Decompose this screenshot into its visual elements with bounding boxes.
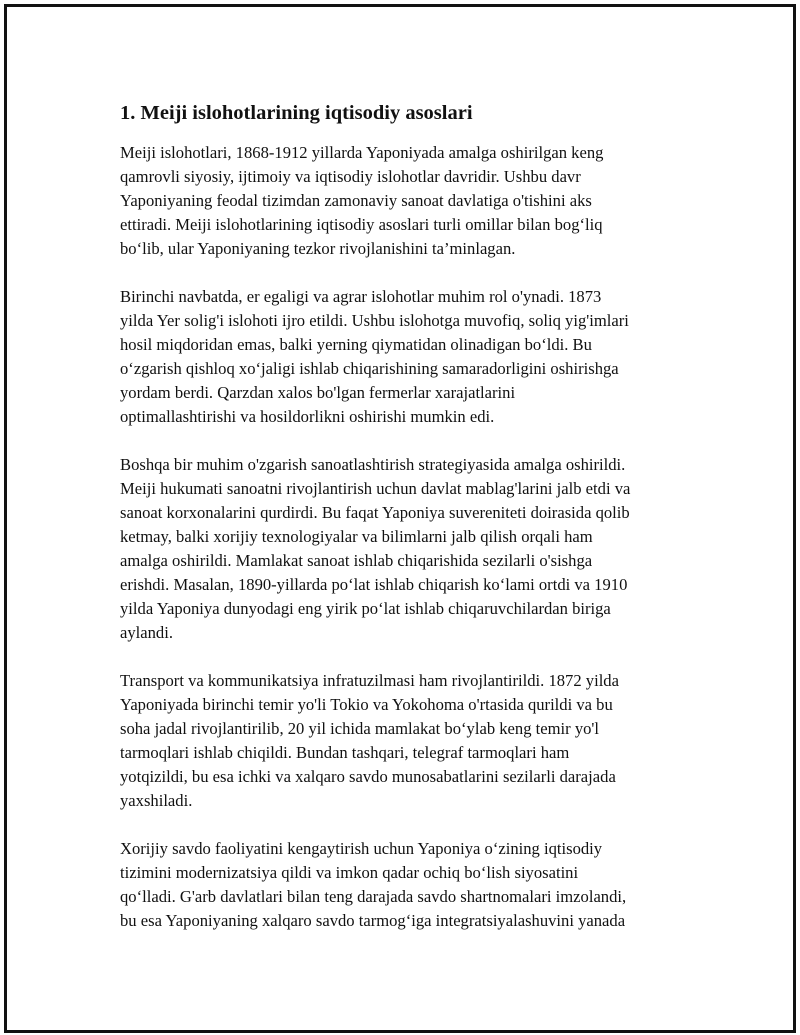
text-line: hosil miqdoridan emas, balki yerning qiymatidan olinadigan bo‘ldi. Bu: [120, 335, 592, 354]
text-line: tizimini modernizatsiya qildi va imkon qadar ochiq bo‘lish siyosatini: [120, 863, 579, 882]
paragraph-list: [120, 141, 695, 933]
text-line: bo‘lib, ular Yaponiyaning tezkor rivojlanishini ta’minlagan.: [120, 239, 516, 258]
text-line: sanoat korxonalarini qurdirdi. Bu faqat Yaponiya suvereniteti doirasida qolib: [120, 503, 630, 522]
text-line: qamrovli siyosiy, ijtimoiy va iqtisodiy islohotlar davridir. Ushbu davr: [120, 167, 581, 186]
text-line: Meiji islohotlari, 1868-1912 yillarda Yaponiyada amalga oshirilgan keng: [120, 143, 604, 162]
paragraph: [120, 669, 695, 813]
text-line: qo‘lladi. G'arb davlatlari bilan teng darajada savdo shartnomalari imzolandi,: [120, 887, 627, 906]
paragraph: [120, 453, 695, 645]
text-line: Yaponiyaning feodal tizimdan zamonaviy sanoat davlatiga o'tishini aks: [120, 191, 592, 210]
text-line: soha jadal rivojlantirilib, 20 yil ichida mamlakat bo‘ylab keng temir yo'l: [120, 719, 600, 738]
text-line: yotqizildi, bu esa ichki va xalqaro savdo munosabatlarini sezilarli darajada: [120, 767, 616, 786]
text-line: yilda Yer solig'i islohoti ijro etildi. Ushbu islohotga muvofiq, soliq yig'imlari: [120, 311, 629, 330]
text-line: ettiradi. Meiji islohotlarining iqtisodiy asoslari turli omillar bilan bog‘liq: [120, 215, 603, 234]
text-line: o‘zgarish qishloq xo‘jaligi ishlab chiqarishining samaradorligini oshirishga: [120, 359, 619, 378]
text-line: amalga oshirildi. Mamlakat sanoat ishlab chiqarishida sezilarli o'sishga: [120, 551, 593, 570]
text-line: Birinchi navbatda, er egaligi va agrar islohotlar muhim rol o'ynadi. 1873: [120, 287, 602, 306]
text-line: erishdi. Masalan, 1890-yillarda po‘lat ishlab chiqarish ko‘lami ortdi va 1910: [120, 575, 628, 594]
paragraph: [120, 285, 695, 429]
paragraph: [120, 837, 695, 933]
text-line: tarmoqlari ishlab chiqildi. Bundan tashqari, telegraf tarmoqlari ham: [120, 743, 570, 762]
text-line: Transport va kommunikatsiya infratuzilmasi ham rivojlantirildi. 1872 yilda: [120, 671, 619, 690]
text-line: optimallashtirishi va hosildorlikni oshirishi mumkin edi.: [120, 407, 495, 426]
text-line: Meiji hukumati sanoatni rivojlantirish uchun davlat mablag'larini jalb etdi va: [120, 479, 631, 498]
text-line: bu esa Yaponiyaning xalqaro savdo tarmog‘iga integratsiyalashuvini yanada: [120, 911, 626, 930]
text-line: yilda Yaponiya dunyodagi eng yirik po‘lat ishlab chiqaruvchilardan biriga: [120, 599, 611, 618]
document-body: [120, 99, 695, 957]
text-line: yaxshiladi.: [120, 791, 193, 810]
text-line: Yaponiyada birinchi temir yo'li Tokio va Yokohoma o'rtasida qurildi va bu: [120, 695, 613, 714]
section-heading: 1. Meiji islohotlarining iqtisodiy asoslari: [120, 102, 473, 124]
text-line: ketmay, balki xorijiy texnologiyalar va bilimlarni jalb qilish orqali ham: [120, 527, 593, 546]
text-line: Xorijiy savdo faoliyatini kengaytirish uchun Yaponiya o‘zining iqtisodiy: [120, 839, 603, 858]
text-line: yordam berdi. Qarzdan xalos bo'lgan fermerlar xarajatlarini: [120, 383, 516, 402]
text-line: aylandi.: [120, 623, 173, 642]
text-line: Boshqa bir muhim o'zgarish sanoatlashtirish strategiyasida amalga oshirildi.: [120, 455, 626, 474]
paragraph: [120, 141, 695, 261]
page-frame: [4, 4, 796, 1033]
